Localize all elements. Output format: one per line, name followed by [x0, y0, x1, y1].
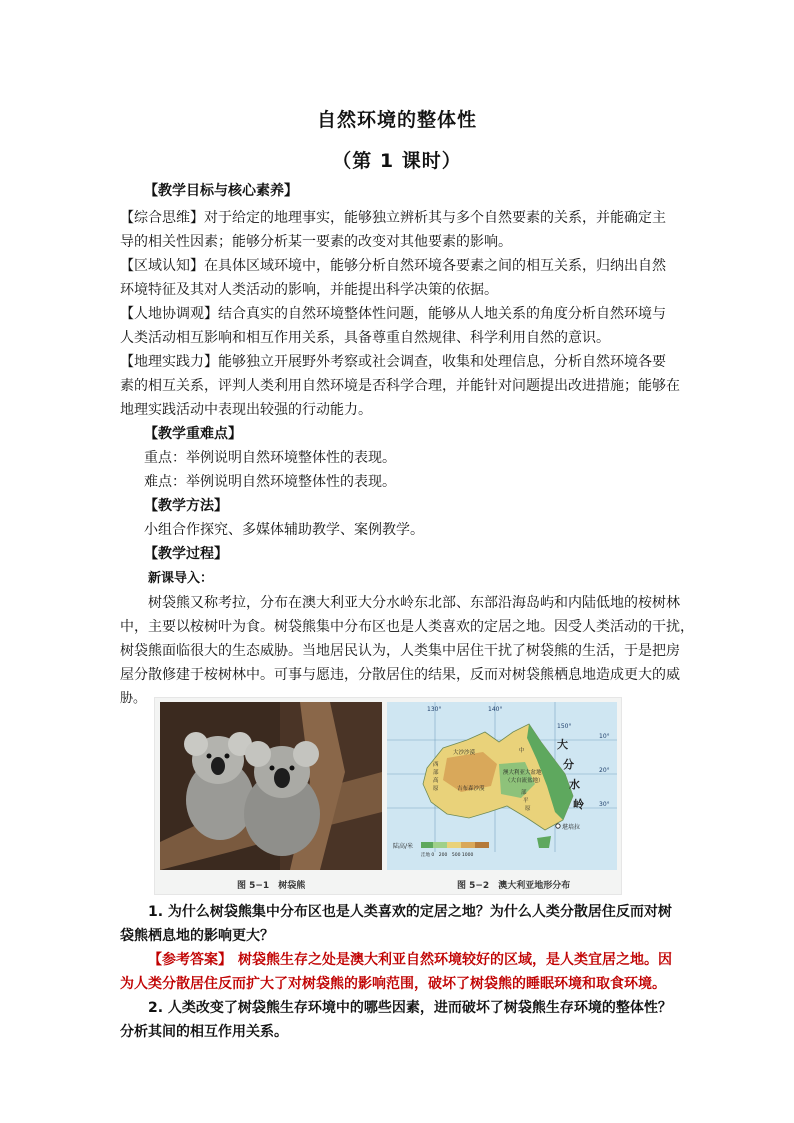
- figure-caption-koala: 图 5−1 树袋熊: [237, 881, 306, 891]
- map-legend-ticks: 洼地 0 200 500 1000: [421, 853, 474, 858]
- question-1-line1: 1. 为什么树袋熊集中分布区也是人类喜欢的定居之地？为什么人类分散居住反而对树: [148, 904, 672, 920]
- map-plateau-1: 西: [433, 762, 439, 768]
- intro-line-4: 屋分散修建于桉树林中。可事与愿违，分散居住的结果，反而对树袋熊栖息地造成更大的威: [120, 667, 680, 683]
- figure-caption-map: 图 5−2 澳大利亚地形分布: [457, 881, 571, 891]
- map-range-2: 分: [563, 758, 574, 771]
- goal-practice-line1: 【地理实践力】能够独立开展野外考察或社会调查，收集和处理信息，分析自然环境各要: [120, 354, 666, 370]
- map-desert-1: 大沙沙漠: [453, 750, 476, 756]
- map-central-1: 中: [519, 748, 525, 754]
- page-title: 自然环境的整体性: [316, 109, 477, 131]
- capital-marker-icon: [556, 824, 560, 828]
- goals-heading: 【教学目标与核心素养】: [144, 183, 298, 199]
- question-2-line2: 分析其间的相互作用关系。: [120, 1024, 288, 1040]
- page-subtitle: （第 1 课时）: [332, 150, 462, 172]
- goal-harmony-line1: 【人地协调观】结合真实的自然环境整体性问题，能够从人地关系的角度分析自然环境与: [120, 306, 666, 322]
- map-plateau-4: 原: [433, 786, 439, 792]
- map-central-2: 部: [521, 790, 527, 796]
- map-range-1: 大: [557, 738, 568, 751]
- map-basin: 澳大利亚大盆地: [503, 770, 542, 776]
- map-basin-note: （大自流盆地）: [505, 778, 544, 784]
- intro-line-3: 树袋熊面临很大的生态威胁。当地居民认为，人类集中居住干扰了树袋熊的生活，于是把房: [120, 643, 680, 659]
- question-1-line2: 袋熊栖息地的影响更大？: [120, 928, 274, 944]
- map-lon-130: 130°: [427, 706, 442, 713]
- goal-harmony-line2: 人类活动相互影响和相互作用关系，具备尊重自然规律、科学利用自然的意识。: [120, 330, 610, 346]
- map-lat-30: 30°: [599, 801, 610, 808]
- goal-region-line2: 环境特征及其对人类活动的影响，并能提出科学决策的依据。: [120, 282, 498, 298]
- map-plateau-3: 高: [433, 778, 439, 784]
- goal-practice-line3: 地理实践活动中表现出较强的行动能力。: [120, 402, 372, 418]
- map-lat-20: 20°: [599, 767, 610, 774]
- map-central-4: 原: [525, 806, 531, 812]
- intro-label: 新课导入：: [148, 571, 214, 586]
- difficult-point: 难点：举例说明自然环境整体性的表现。: [144, 474, 396, 490]
- map-range-4: 岭: [573, 798, 584, 811]
- map-plateau-2: 部: [433, 770, 439, 776]
- figure-panel: [154, 697, 622, 895]
- goal-region-line1: 【区域认知】在具体区域环境中，能够分析自然环境各要素之间的相互关系，归纳出自然: [120, 258, 666, 274]
- map-legend-label: 陆高/米: [393, 843, 414, 850]
- map-lat-10: 10°: [599, 733, 610, 740]
- intro-line-2: 中，主要以桉树叶为食。树袋熊集中分布区也是人类喜欢的定居之地。因受人类活动的干扰，: [120, 619, 694, 635]
- method-heading: 【教学方法】: [144, 498, 228, 514]
- method-text: 小组合作探究、多媒体辅助教学、案例教学。: [144, 522, 424, 538]
- goal-thinking-line2: 导的相关性因素；能够分析某一要素的改变对其他要素的影响。: [120, 234, 512, 250]
- answer-1-line1: 树袋熊生存之处是澳大利亚自然环境较好的区域，是人类宜居之地。因: [238, 952, 672, 968]
- goal-thinking-line1: 【综合思维】对于给定的地理事实，能够独立辨析其与多个自然要素的关系，并能确定主: [120, 210, 666, 226]
- map-central-3: 平: [523, 798, 529, 804]
- map-range-3: 水: [569, 778, 580, 791]
- map-city: 堪培拉: [562, 824, 581, 831]
- goal-practice-line2: 素的相互关系，评判人类利用自然环境是否科学合理，并能针对问题提出改进措施；能够在: [120, 378, 680, 394]
- map-desert-2: 吉布森沙漠: [457, 786, 485, 792]
- intro-line-5: 胁。: [120, 691, 147, 706]
- key-heading: 【教学重难点】: [144, 426, 242, 442]
- australia-terrain-map: [387, 702, 617, 870]
- question-2-line1: 2. 人类改变了树袋熊生存环境中的哪些因素，进而破坏了树袋熊生存环境的整体性？: [148, 1000, 672, 1016]
- koala-photo: [160, 702, 382, 870]
- process-heading: 【教学过程】: [144, 546, 228, 562]
- answer-label: 【参考答案】: [148, 952, 232, 968]
- key-point: 重点：举例说明自然环境整体性的表现。: [144, 450, 396, 466]
- intro-line-1: 树袋熊又称考拉，分布在澳大利亚大分水岭东北部、东部沿海岛屿和内陆低地的桉树林: [148, 595, 680, 611]
- map-legend-scale: [421, 842, 489, 848]
- map-lon-150: 150°: [557, 723, 572, 730]
- answer-1-line2: 为人类分散居住反而扩大了对树袋熊的影响范围，破坏了树袋熊的睡眠环境和取食环境。: [120, 976, 666, 992]
- map-lon-140: 140°: [488, 706, 503, 713]
